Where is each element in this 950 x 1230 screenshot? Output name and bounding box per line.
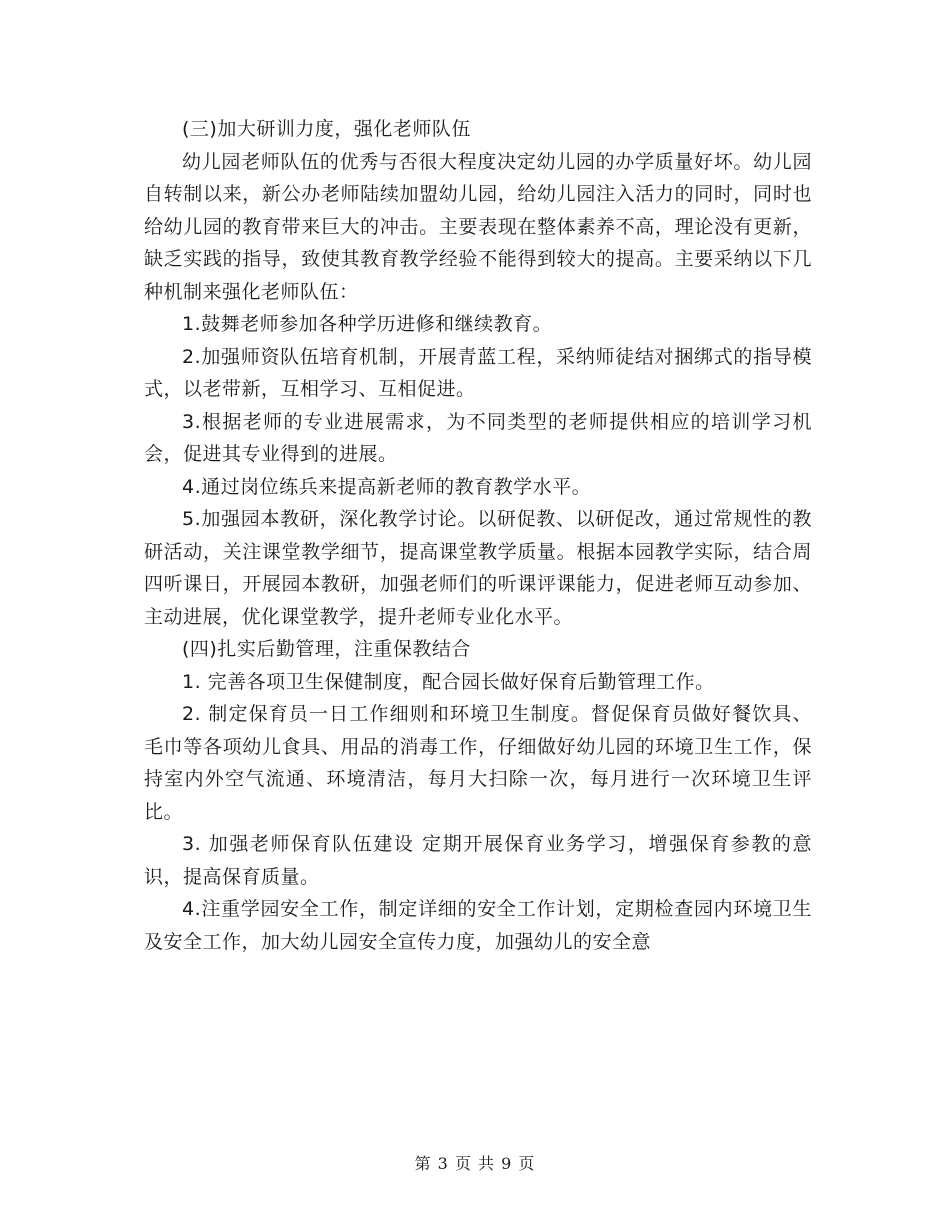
list-item-1: 1.鼓舞老师参加各种学历进修和继续教育。 bbox=[182, 313, 553, 335]
list-item-1: 1. 完善各项卫生保健制度，配合园长做好保育后勤管理工作。 bbox=[182, 670, 715, 693]
list-item-4: 4.通过岗位练兵来提高新老师的教育教学水平。 bbox=[182, 475, 592, 498]
body-paragraph: 幼儿园老师队伍的优秀与否很大程度决定幼儿园的办学质量好坏。幼儿园自转制以来，新公办老师陆续加盟幼儿园，给幼儿园注入活力的同时，同时也给幼儿园的教育带来巨大的冲击。主要表现在整体素养不高，理论没有更新，缺乏实践的指导，致使其教育教学经验不能得到较大的提高。主要采纳以下几种机制来强化老师队伍： bbox=[144, 150, 812, 303]
list-item-2: 2.加强师资队伍培育机制，开展青蓝工程，采纳师徒结对捆绑式的指导模式，以老带新，互相学习、互相促进。 bbox=[144, 345, 812, 400]
section-heading-3: (三)加大研训力度，强化老师队伍 bbox=[182, 118, 471, 140]
page-footer bbox=[0, 1151, 950, 1174]
list-item-3: 3. 加强老师保育队伍建设 定期开展保育业务学习，增强保育参教的意识，提高保育质量。 bbox=[144, 833, 812, 888]
list-item-4: 4.注重学园安全工作，制定详细的安全工作计划，定期检查园内环境卫生及安全工作，加大幼儿园安全宣传力度，加强幼儿的安全意 bbox=[144, 898, 812, 953]
document-body bbox=[144, 113, 812, 958]
page-number-label: 第 3 页 共 9 页 bbox=[414, 1154, 536, 1173]
list-item-3: 3.根据老师的专业进展需求，为不同类型的老师提供相应的培训学习机会，促进其专业得到的进展。 bbox=[144, 410, 812, 465]
section-heading-4: (四)扎实后勤管理，注重保教结合 bbox=[182, 638, 471, 660]
list-item-5: 5.加强园本教研，深化教学讨论。以研促教、以研促改，通过常规性的教研活动，关注课堂教学细节，提高课堂教学质量。根据本园教学实际，结合周四听课日，开展园本教研，加强老师们的听课评课能力，促进老师互动参加、主动进展，优化课堂教学，提升老师专业化水平。 bbox=[144, 508, 812, 628]
list-item-2: 2. 制定保育员一日工作细则和环境卫生制度。督促保育员做好餐饮具、毛巾等各项幼儿食具、用品的消毒工作，仔细做好幼儿园的环境卫生工作，保持室内外空气流通、环境清洁，每月大扫除一次，每月进行一次环境卫生评比。 bbox=[144, 703, 812, 823]
